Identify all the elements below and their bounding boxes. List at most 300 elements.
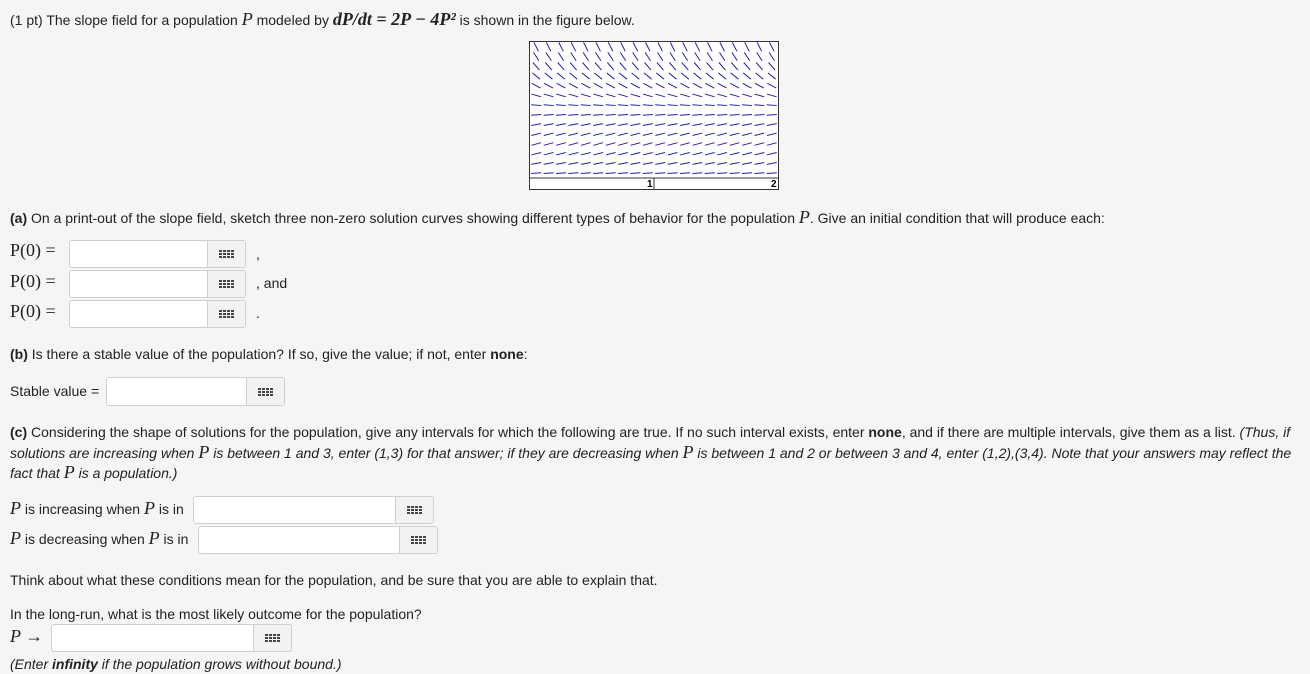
slope-segment <box>582 73 590 79</box>
p0-label-1: P(0) = <box>10 240 56 260</box>
slope-segment <box>531 173 541 174</box>
slope-segment <box>568 105 578 106</box>
p0-input-3[interactable] <box>70 301 207 327</box>
slope-segment <box>643 114 653 115</box>
slope-segment <box>531 163 541 165</box>
slope-segment <box>731 63 738 71</box>
slope-segment <box>607 73 615 79</box>
slope-segment <box>757 42 762 51</box>
slope-segment <box>705 133 715 135</box>
slope-segment <box>668 152 678 154</box>
slope-segment <box>544 173 554 174</box>
var-p: P <box>10 528 21 548</box>
slope-field-figure <box>529 41 779 190</box>
slope-segment <box>646 42 651 51</box>
slope-segment <box>670 42 675 51</box>
slope-segment <box>668 163 678 165</box>
decreasing-field <box>198 526 438 554</box>
slope-segment <box>719 52 724 60</box>
slope-segment <box>581 114 591 115</box>
slope-segment <box>630 124 640 126</box>
slope-segment <box>680 173 690 174</box>
slope-segment <box>593 133 603 135</box>
slope-segment <box>581 173 591 174</box>
slope-segment <box>630 105 640 106</box>
slope-segment <box>730 105 740 106</box>
slope-segment <box>534 42 539 51</box>
slope-segment <box>619 83 628 88</box>
slope-segment <box>657 52 662 60</box>
note-text: (Enter <box>10 656 53 672</box>
slope-segment <box>695 52 700 60</box>
var-p: P <box>63 462 75 482</box>
slope-segment <box>607 63 614 71</box>
slope-segment <box>730 124 740 126</box>
grid-palette-icon[interactable] <box>395 497 433 523</box>
var-p: P <box>143 498 155 518</box>
slope-segment <box>595 52 600 60</box>
slope-segment <box>632 63 639 71</box>
slope-segment <box>568 124 578 126</box>
slope-segment <box>581 152 591 154</box>
slope-segment <box>571 52 576 60</box>
slope-segment <box>531 143 541 146</box>
slope-segment <box>593 173 603 174</box>
slope-segment <box>767 124 777 126</box>
var-p: P <box>682 442 694 462</box>
slope-segment <box>630 114 640 115</box>
slope-segment <box>754 124 764 126</box>
p0-field-2 <box>69 270 246 298</box>
part-c-italic: (Thus, if <box>1239 424 1291 440</box>
slope-segment <box>568 114 578 115</box>
intro-text: modeled by <box>252 12 333 28</box>
part-a-label: (a) <box>10 210 28 226</box>
tick-label-2: 2 <box>771 179 777 189</box>
slope-segment <box>593 143 603 146</box>
slope-segment <box>593 152 603 154</box>
stable-value-input[interactable] <box>107 378 246 405</box>
var-p: P <box>10 498 21 518</box>
slope-segment <box>643 124 653 126</box>
slope-segment <box>619 73 627 79</box>
slope-segment <box>556 114 566 115</box>
slope-segment <box>754 173 764 174</box>
slope-segment <box>645 52 650 60</box>
slope-segment <box>583 52 588 60</box>
slope-segment <box>569 143 579 146</box>
slope-segment <box>705 163 715 165</box>
slope-segment <box>767 173 777 174</box>
p0-input-1[interactable] <box>70 241 207 267</box>
slope-segment <box>643 94 653 97</box>
slope-segment <box>668 143 678 146</box>
slope-segment <box>681 73 689 79</box>
slope-field-svg <box>530 42 778 189</box>
slope-segment <box>692 124 702 126</box>
slope-segment <box>630 163 640 165</box>
p0-input-2[interactable] <box>70 271 207 297</box>
slope-segment <box>557 83 566 88</box>
decreasing-input[interactable] <box>199 527 399 553</box>
part-a-text: On a print-out of the slope field, sketch three non-zero solution curves showing different types of behavior for the population <box>27 210 799 226</box>
slope-segment <box>594 73 602 79</box>
slope-segment <box>581 133 591 135</box>
slope-segment <box>692 114 702 115</box>
slope-segment <box>705 114 715 115</box>
part-c-text: fact that <box>10 465 64 481</box>
slope-segment <box>531 105 541 106</box>
slope-segment <box>717 143 727 146</box>
slope-segment <box>558 63 565 71</box>
slope-segment <box>730 133 740 135</box>
slope-segment <box>719 63 726 71</box>
none-keyword: none <box>490 346 524 362</box>
slope-segment <box>770 42 775 51</box>
slope-segment <box>706 73 714 79</box>
slope-segment <box>557 73 565 79</box>
slope-segment <box>593 124 603 126</box>
slope-segment <box>705 173 715 174</box>
slope-segment <box>705 143 715 146</box>
points-label: (1 pt) <box>10 12 43 28</box>
slope-segment <box>643 173 653 174</box>
slope-segment <box>767 143 777 146</box>
slope-segment <box>643 152 653 154</box>
slope-segment <box>581 105 591 106</box>
intro-text: The slope field for a population <box>42 12 242 28</box>
slope-segment <box>694 63 701 71</box>
slope-segment <box>570 63 577 71</box>
slope-segment <box>655 173 665 174</box>
slope-segment <box>742 114 752 115</box>
slope-segment <box>643 83 652 88</box>
part-b-prompt <box>10 346 528 362</box>
slope-segment <box>767 83 776 88</box>
longrun-question: In the long-run, what is the most likely outcome for the population? <box>10 606 422 622</box>
slope-segment <box>608 42 613 51</box>
p0-suffix-2: , and <box>256 275 288 291</box>
slope-segment <box>596 42 601 51</box>
grid-palette-icon[interactable] <box>253 625 291 651</box>
slope-segment <box>581 163 591 165</box>
slope-segment <box>531 114 541 115</box>
slope-segment <box>717 173 727 174</box>
slope-segment <box>693 152 703 154</box>
problem-intro <box>10 9 635 30</box>
slope-segment <box>655 143 665 146</box>
slope-segment <box>683 42 688 51</box>
slope-segment <box>608 52 613 60</box>
slope-segment <box>730 152 740 154</box>
slope-segment <box>655 105 665 106</box>
part-c-label: (c) <box>10 424 28 440</box>
slope-segment <box>768 73 776 79</box>
part-c-text: is between 1 and 3, enter (1,3) for that answer; if they are decreasing when <box>209 445 683 461</box>
slope-segment <box>769 63 776 71</box>
longrun-field <box>51 624 292 652</box>
slope-segment <box>531 94 541 97</box>
slope-segment <box>668 94 678 97</box>
p0-suffix-3: . <box>256 305 260 321</box>
slope-segment <box>755 83 764 88</box>
p0-label-3: P(0) = <box>10 301 56 321</box>
slope-segment <box>593 105 603 106</box>
slope-segment <box>742 163 752 165</box>
slope-segment <box>717 133 727 135</box>
slope-segment <box>692 163 702 165</box>
slope-segment <box>593 94 603 97</box>
slope-segment <box>669 63 676 71</box>
slope-segment <box>731 73 739 79</box>
slope-segment <box>682 63 689 71</box>
slope-segment <box>755 152 765 154</box>
slope-segment <box>544 105 554 106</box>
slope-segment <box>705 152 715 154</box>
part-c-line-3 <box>10 462 177 483</box>
slope-segment <box>767 114 777 115</box>
slope-segment <box>707 52 712 60</box>
slope-segment <box>668 133 678 135</box>
slope-segment <box>656 73 664 79</box>
slope-segment <box>717 114 727 115</box>
slope-segment <box>556 133 566 135</box>
increasing-field <box>193 496 434 524</box>
slope-segment <box>594 83 603 88</box>
longrun-input[interactable] <box>52 625 253 651</box>
increasing-text: is increasing when <box>21 501 144 517</box>
slope-segment <box>631 152 641 154</box>
slope-segment <box>631 143 641 146</box>
slope-segment <box>754 163 764 165</box>
grid-palette-icon[interactable] <box>207 241 245 267</box>
slope-segment <box>556 173 566 174</box>
slope-segment <box>618 105 628 106</box>
slope-segment <box>532 73 540 79</box>
slope-segment <box>669 73 677 79</box>
stable-value-label: Stable value = <box>10 383 100 399</box>
slope-segment <box>630 173 640 174</box>
slope-segment <box>705 124 715 126</box>
slope-segment <box>717 124 727 126</box>
slope-segment <box>581 94 591 97</box>
slope-segment <box>670 52 675 60</box>
slope-segment <box>682 52 687 60</box>
slope-segment <box>668 83 677 88</box>
slope-segment <box>581 83 590 88</box>
slope-segment <box>606 133 616 135</box>
slope-segment <box>655 114 665 115</box>
slope-segment <box>742 152 752 154</box>
slope-segment <box>655 133 665 135</box>
grid-palette-icon[interactable] <box>246 378 284 405</box>
slope-segment <box>755 133 765 135</box>
slope-segment <box>618 152 628 154</box>
part-c-text: , and if there are multiple intervals, give them as a list. <box>901 424 1240 440</box>
slope-segment <box>645 63 652 71</box>
slope-segment <box>558 52 563 60</box>
slope-segment <box>606 152 616 154</box>
longrun-label: P → <box>10 626 44 646</box>
think-text: Think about what these conditions mean for the population, and be sure that you are able to explain that. <box>10 572 658 588</box>
slope-segment <box>544 94 554 97</box>
slope-segment <box>705 94 715 97</box>
none-keyword: none <box>868 424 902 440</box>
part-c-text: solutions are increasing when <box>10 445 199 461</box>
slope-segment <box>720 42 725 51</box>
slope-segment <box>620 52 625 60</box>
slope-segment <box>742 143 752 146</box>
slope-segment <box>767 152 777 154</box>
slope-segment <box>618 94 628 97</box>
grid-palette-icon[interactable] <box>207 271 245 297</box>
slope-segment <box>655 94 665 97</box>
slope-segment <box>668 105 678 106</box>
increasing-label <box>10 498 184 519</box>
note-text: if the population grows without bound.) <box>97 656 342 672</box>
slope-segment <box>643 143 653 146</box>
slope-segment <box>643 163 653 165</box>
slope-segment <box>694 73 702 79</box>
slope-segment <box>742 124 752 126</box>
slope-segment <box>693 133 703 135</box>
slope-segment <box>632 73 640 79</box>
slope-segment <box>692 105 702 106</box>
slope-segment <box>621 42 626 51</box>
grid-palette-icon[interactable] <box>399 527 437 553</box>
slope-segment <box>606 124 616 126</box>
slope-segment <box>668 124 678 126</box>
slope-segment <box>544 133 554 135</box>
slope-segment <box>657 63 664 71</box>
slope-segment <box>756 73 764 79</box>
slope-segment <box>680 163 690 165</box>
slope-segment <box>732 42 737 51</box>
slope-segment <box>680 143 690 146</box>
slope-segment <box>680 133 690 135</box>
slope-segment <box>743 73 751 79</box>
slope-segment <box>568 163 578 165</box>
p0-field-3 <box>69 300 246 328</box>
part-b-text: : <box>523 346 528 362</box>
slope-segment <box>569 83 578 88</box>
slope-segment <box>732 52 737 60</box>
var-p: P <box>148 528 160 548</box>
slope-segment <box>680 114 690 115</box>
p0-label-2: P(0) = <box>10 271 56 291</box>
slope-segment <box>532 83 541 88</box>
slope-segment <box>705 105 715 106</box>
slope-segment <box>571 42 576 51</box>
slope-segment <box>531 133 541 135</box>
slope-segment <box>742 94 752 97</box>
part-c-text: is a population.) <box>74 465 178 481</box>
slope-segment <box>544 114 554 115</box>
slope-segment <box>668 114 678 115</box>
slope-segment <box>556 105 566 106</box>
slope-segment <box>668 173 678 174</box>
grid-palette-icon[interactable] <box>207 301 245 327</box>
slope-segment <box>730 114 740 115</box>
slope-segment <box>569 152 579 154</box>
slope-segment <box>569 94 579 97</box>
slope-segment <box>680 152 690 154</box>
slope-segment <box>606 83 615 88</box>
slope-segment <box>754 105 764 106</box>
slope-segments <box>531 42 777 173</box>
slope-segment <box>680 94 690 97</box>
slope-segment <box>631 94 641 97</box>
slope-segment <box>593 163 603 165</box>
var-p: P <box>798 207 810 227</box>
var-p: P <box>241 9 253 29</box>
tick-label-1: 1 <box>647 179 653 189</box>
slope-segment <box>606 114 616 115</box>
slope-segment <box>545 73 553 79</box>
stable-value-field <box>106 377 285 406</box>
slope-segment <box>730 173 740 174</box>
slope-segment <box>692 173 702 174</box>
slope-segment <box>531 152 541 154</box>
slope-segment <box>754 114 764 115</box>
decreasing-text: is decreasing when <box>21 531 149 547</box>
slope-segment <box>693 94 703 97</box>
slope-segment <box>581 143 591 146</box>
slope-segment <box>593 114 603 115</box>
var-p: P <box>198 442 210 462</box>
slope-segment <box>681 83 690 88</box>
slope-segment <box>556 163 566 165</box>
slope-segment <box>718 73 726 79</box>
equation: dP/dt = 2P − 4P² <box>332 9 456 29</box>
slope-segment <box>717 152 727 154</box>
slope-segment <box>717 163 727 165</box>
slope-segment <box>544 124 554 126</box>
slope-segment <box>767 133 777 135</box>
slope-segment <box>559 42 564 51</box>
infinity-keyword: infinity <box>52 656 98 672</box>
slope-segment <box>658 42 663 51</box>
slope-segment <box>544 143 554 146</box>
part-b-label: (b) <box>10 346 28 362</box>
slope-segment <box>717 105 727 106</box>
slope-segment <box>533 63 540 71</box>
slope-segment <box>570 73 578 79</box>
slope-segment <box>656 83 665 88</box>
slope-segment <box>767 163 777 165</box>
slope-segment <box>705 83 714 88</box>
intro-text: is shown in the figure below. <box>455 12 635 28</box>
slope-segment <box>680 105 690 106</box>
slope-segment <box>546 42 551 51</box>
slope-segment <box>742 133 752 135</box>
slope-segment <box>655 163 665 165</box>
slope-segment <box>730 143 740 146</box>
slope-segment <box>717 94 727 97</box>
slope-segment <box>695 42 700 51</box>
slope-segment <box>546 52 551 60</box>
slope-segment <box>556 143 566 146</box>
slope-segment <box>769 52 774 60</box>
slope-segment <box>744 63 751 71</box>
slope-segment <box>631 83 640 88</box>
increasing-input[interactable] <box>194 497 395 523</box>
p0-suffix-1: , <box>256 246 260 262</box>
part-c-text: Considering the shape of solutions for the population, give any intervals for which the following are true. If no such interval exists, enter <box>27 424 869 440</box>
is-in-text: is in <box>159 531 189 547</box>
slope-segment <box>618 163 628 165</box>
slope-segment <box>568 173 578 174</box>
